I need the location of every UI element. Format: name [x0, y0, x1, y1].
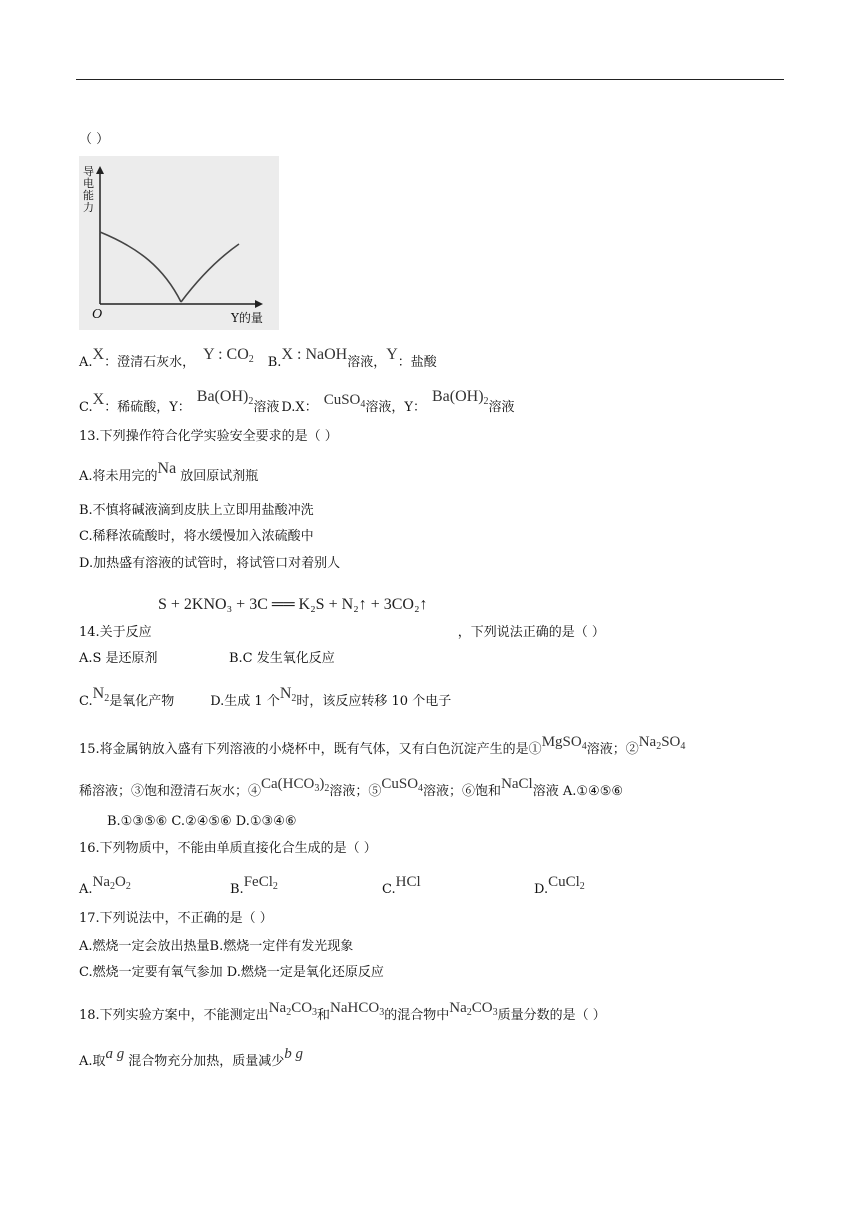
q15-stem-line1 — [79, 734, 686, 763]
q13-a-text: A.将未用完的 — [79, 469, 158, 484]
q15-options: B.①③⑤⑥ C.②④⑤⑥ D.①③④⑥ — [107, 814, 297, 829]
q18-stem-pre: 18.下列实验方案中，不能测定出 — [79, 1008, 269, 1023]
q18-nahco3: NaHCO$_3$ — [330, 1000, 385, 1018]
q12-c-text: ：稀硫酸，Y： — [104, 400, 191, 415]
q16-a: $A.Na_2O_2$ — [79, 874, 131, 897]
q18-a-var2: b g — [284, 1046, 304, 1062]
q14-stem — [79, 624, 605, 642]
q15-t1: 溶液；② — [586, 742, 639, 757]
q13-option-d: D.加热盛有溶液的试管时，将试管口对着别人 — [79, 556, 341, 571]
q12-b-text2: ：盐酸 — [397, 355, 437, 370]
q14-options-ab — [79, 650, 335, 668]
q15-t3: 溶液；⑤ — [329, 784, 382, 799]
q13-a-text2: 放回原试剂瓶 — [180, 469, 259, 484]
q12-c-y: $Ba(OH)_2$ — [196, 388, 254, 407]
q12-options-cd — [79, 388, 515, 421]
q12-a-text: ：澄清石灰水， — [104, 355, 196, 370]
q12-d-x: CuSO$_4$ — [323, 392, 366, 410]
q13-stem: 13.下列操作符合化学实验安全要求的是（ ） — [79, 429, 338, 444]
q15-stem-line2 — [79, 776, 624, 805]
q12-c-label: C. — [79, 400, 93, 415]
q12-a-y: Y : $CO_2$ — [203, 346, 254, 365]
q18-option-a — [79, 1046, 304, 1071]
q15-mgso4: MgSO$_4$ — [541, 734, 587, 752]
header-rule — [76, 79, 784, 80]
q18-t3: 质量分数的是（ ） — [497, 1008, 606, 1023]
q15-nacl: NaCl — [501, 776, 533, 792]
q12-options-ab — [79, 346, 437, 376]
q18-a-var: a g — [105, 1046, 125, 1062]
q12-d-label: D.X： — [281, 400, 318, 415]
conductivity-chart — [79, 156, 279, 330]
q18-stem — [79, 1000, 606, 1029]
q16-options — [79, 874, 779, 902]
q14-d-text2: 时，该反应转移 10 个电子 — [296, 694, 452, 709]
q12-b-x: X : NaOH — [281, 346, 348, 363]
q14-stem-pre: 14.关于反应 — [79, 625, 152, 640]
q18-a-text: A.取 — [79, 1054, 106, 1069]
q13-a-formula: Na — [157, 460, 177, 477]
q15-na2so4: $Na_2SO_4$ — [638, 734, 686, 752]
y-axis-arrow — [96, 166, 104, 174]
q16-d: D.CuCl$_2$ — [534, 874, 585, 897]
q17-options-ab: A.燃烧一定会放出热量B.燃烧一定伴有发光现象 — [79, 939, 354, 954]
q15-cahco3: $Ca(HCO_3)_2$ — [261, 776, 330, 794]
q12-b-text: 溶液， — [347, 355, 387, 370]
q12-b-y: Y — [386, 346, 398, 363]
q12-c-text2: 溶液 — [253, 400, 280, 415]
q12-c-x: X — [92, 391, 105, 408]
q18-na2co3-1: $Na_2CO_3$ — [268, 1000, 318, 1018]
q15-t4: 溶液；⑥饱和 — [423, 784, 502, 799]
q16-c: C.HCl — [382, 874, 421, 897]
q18-t1: 和 — [317, 1008, 331, 1023]
q14-d-formula: $N_2$ — [279, 685, 297, 704]
x-axis-arrow — [255, 300, 263, 308]
q12-a-label: A. — [79, 355, 93, 370]
q14-b: B.C 发生氧化反应 — [229, 651, 335, 666]
q18-t2: 的混合物中 — [384, 1008, 450, 1023]
q12-d-y: $Ba(OH)_2$ — [431, 388, 489, 407]
chart-ylabel: 导电能力 — [83, 165, 94, 214]
q13-option-a — [79, 460, 259, 486]
q17-options-cd: C.燃烧一定要有氧气参加 D.燃烧一定是氧化还原反应 — [79, 965, 384, 980]
q13-option-c: C.稀释浓硫酸时，将水缓慢加入浓硫酸中 — [79, 529, 314, 544]
q15-t2: 稀溶液；③饱和澄清石灰水；④ — [79, 784, 262, 799]
q14-equation: S + 2KNO₃ + 3C ══ K₂S + N₂↑ + 3CO₂↑ — [158, 596, 428, 613]
q15-t5: 溶液 A.①④⑤⑥ — [532, 784, 624, 799]
q17-stem: 17.下列说法中，不正确的是（ ） — [79, 911, 273, 926]
q13-option-b: B.不慎将碱液滴到皮肤上立即用盐酸冲洗 — [79, 503, 314, 518]
curve-increase — [181, 244, 239, 302]
q14-d-text: D.生成 1 个 — [210, 694, 280, 709]
chart-xlabel: Y的量 — [231, 311, 263, 325]
q15-cuso4: CuSO$_4$ — [381, 776, 424, 794]
q14-stem-post: ，下列说法正确的是（ ） — [457, 625, 605, 640]
q14-c-formula: $N_2$ — [92, 685, 110, 704]
q18-na2co3-2: $Na_2CO_3$ — [449, 1000, 498, 1018]
q15-stem-pre: 15.将金属钠放入盛有下列溶液的小烧杯中，既有气体，又有白色沉淀产生的是① — [79, 742, 542, 757]
q12-b-label: B. — [267, 355, 282, 370]
q16-stem: 16.下列物质中，不能由单质直接化合生成的是（ ） — [79, 841, 377, 856]
q12-paren: （ ） — [79, 132, 110, 147]
q18-a-mid: 混合物充分加热，质量减少 — [128, 1054, 285, 1069]
q16-b: B.FeCl$_2$ — [230, 874, 278, 897]
q14-options-cd — [79, 685, 452, 715]
q12-d-text: 溶液，Y： — [365, 400, 426, 415]
q14-c-label: C. — [79, 694, 93, 709]
q12-d-text2: 溶液 — [488, 400, 515, 415]
chart-origin: O — [92, 307, 103, 322]
q14-a: A.S 是还原剂 — [79, 651, 158, 666]
chart-svg — [79, 156, 279, 330]
curve-decrease — [100, 232, 181, 302]
q12-a-x: X — [92, 346, 105, 363]
q14-c-text: 是氧化产物 — [109, 694, 175, 709]
